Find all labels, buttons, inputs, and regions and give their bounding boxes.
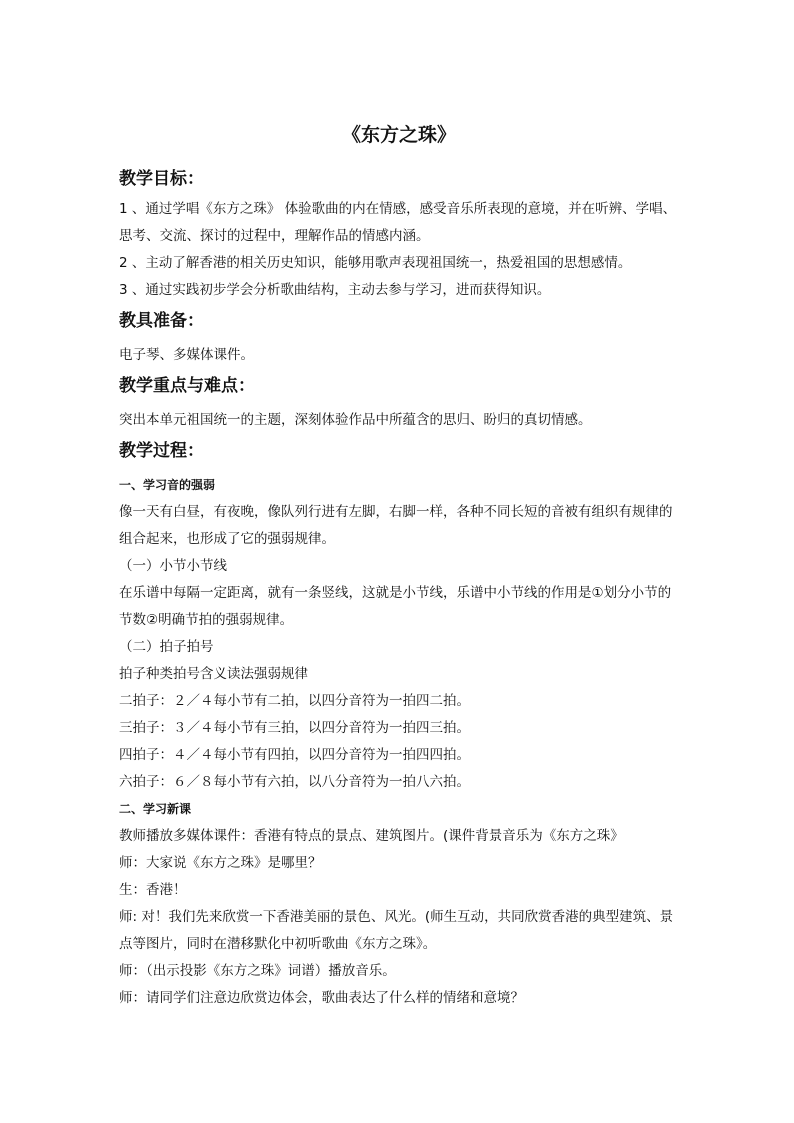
- document-title: 《东方之珠》: [341, 124, 456, 146]
- part2-heading: 二、学习新课: [119, 802, 192, 816]
- document-page: [119, 118, 679, 1012]
- beat-row: 二拍子：２／４每小节有二拍，以四分音符为一拍四二拍。: [119, 693, 470, 709]
- goal-item-3: 3 、通过实践初步学会分析歌曲结构，主动去参与学习，进而获得知识。: [119, 282, 551, 298]
- part1-sub1-title: （一）小节小节线: [119, 558, 227, 574]
- dialogue-line: 师：请同学们注意边欣赏边体会，歌曲表达了什么样的情绪和意境？: [119, 990, 524, 1006]
- part1-heading: 一、学习音的强弱: [119, 478, 216, 492]
- keypoints-heading: 教学重点与难点：: [119, 376, 255, 396]
- dialogue-line: 教师播放多媒体课件：香港有特点的景点、建筑图片。(课件背景音乐为《东方之珠》: [119, 828, 624, 844]
- beat-row: 三拍子：３／４每小节有三拍，以四分音符为一拍四三拍。: [119, 720, 470, 736]
- part1-intro: 像一天有白昼，有夜晚，像队列行进有左脚，右脚一样，各种不同长短的音被有组织有规律的组合起来，也形成了它的强弱规律。: [119, 504, 673, 547]
- keypoints-text: 突出本单元祖国统一的主题，深刻体验作品中所蕴含的思归、盼归的真切情感。: [119, 412, 592, 428]
- beat-row: 四拍子：４／４每小节有四拍，以四分音符为一拍四四拍。: [119, 747, 470, 763]
- part1-sub1-text: 在乐谱中每隔一定距离，就有一条竖线，这就是小节线，乐谱中小节线的作用是①划分小节的节数②明确节拍的强弱规律。: [119, 585, 672, 628]
- dialogue-line: 师：大家说《东方之珠》是哪里？: [119, 855, 322, 871]
- goals-heading: 教学目标：: [119, 169, 204, 189]
- goal-item-2: 2 、主动了解香港的相关历史知识，能够用歌声表现祖国统一，热爱祖国的思想感情。: [119, 255, 632, 271]
- part1-sub2-header: 拍子种类拍号含义读法强弱规律: [119, 666, 308, 682]
- process-heading: 教学过程：: [119, 441, 204, 461]
- part1-sub2-title: （二）拍子拍号: [119, 639, 214, 655]
- dialogue-line: 师: 对！我们先来欣赏一下香港美丽的景色、风光。(师生互动，共同欣赏香港的典型建筑、景点等图片，同时在潜移默化中初听歌曲《东方之珠》。: [119, 909, 674, 952]
- goal-item-1: 1 、通过学唱《东方之珠》 体验歌曲的内在情感，感受音乐所表现的意境，并在听辨、学唱、思考、交流、探讨的过程中，理解作品的情感内涵。: [119, 201, 677, 244]
- tools-heading: 教具准备：: [119, 311, 204, 331]
- dialogue-line: 师：（出示投影《东方之珠》词谱）播放音乐。: [119, 963, 396, 979]
- beat-row: 六拍子：６／８每小节有六拍，以八分音符为一拍八六拍。: [119, 774, 470, 790]
- tools-text: 电子琴、多媒体课件。: [119, 347, 254, 363]
- dialogue-line: 生：香港！: [119, 882, 187, 898]
